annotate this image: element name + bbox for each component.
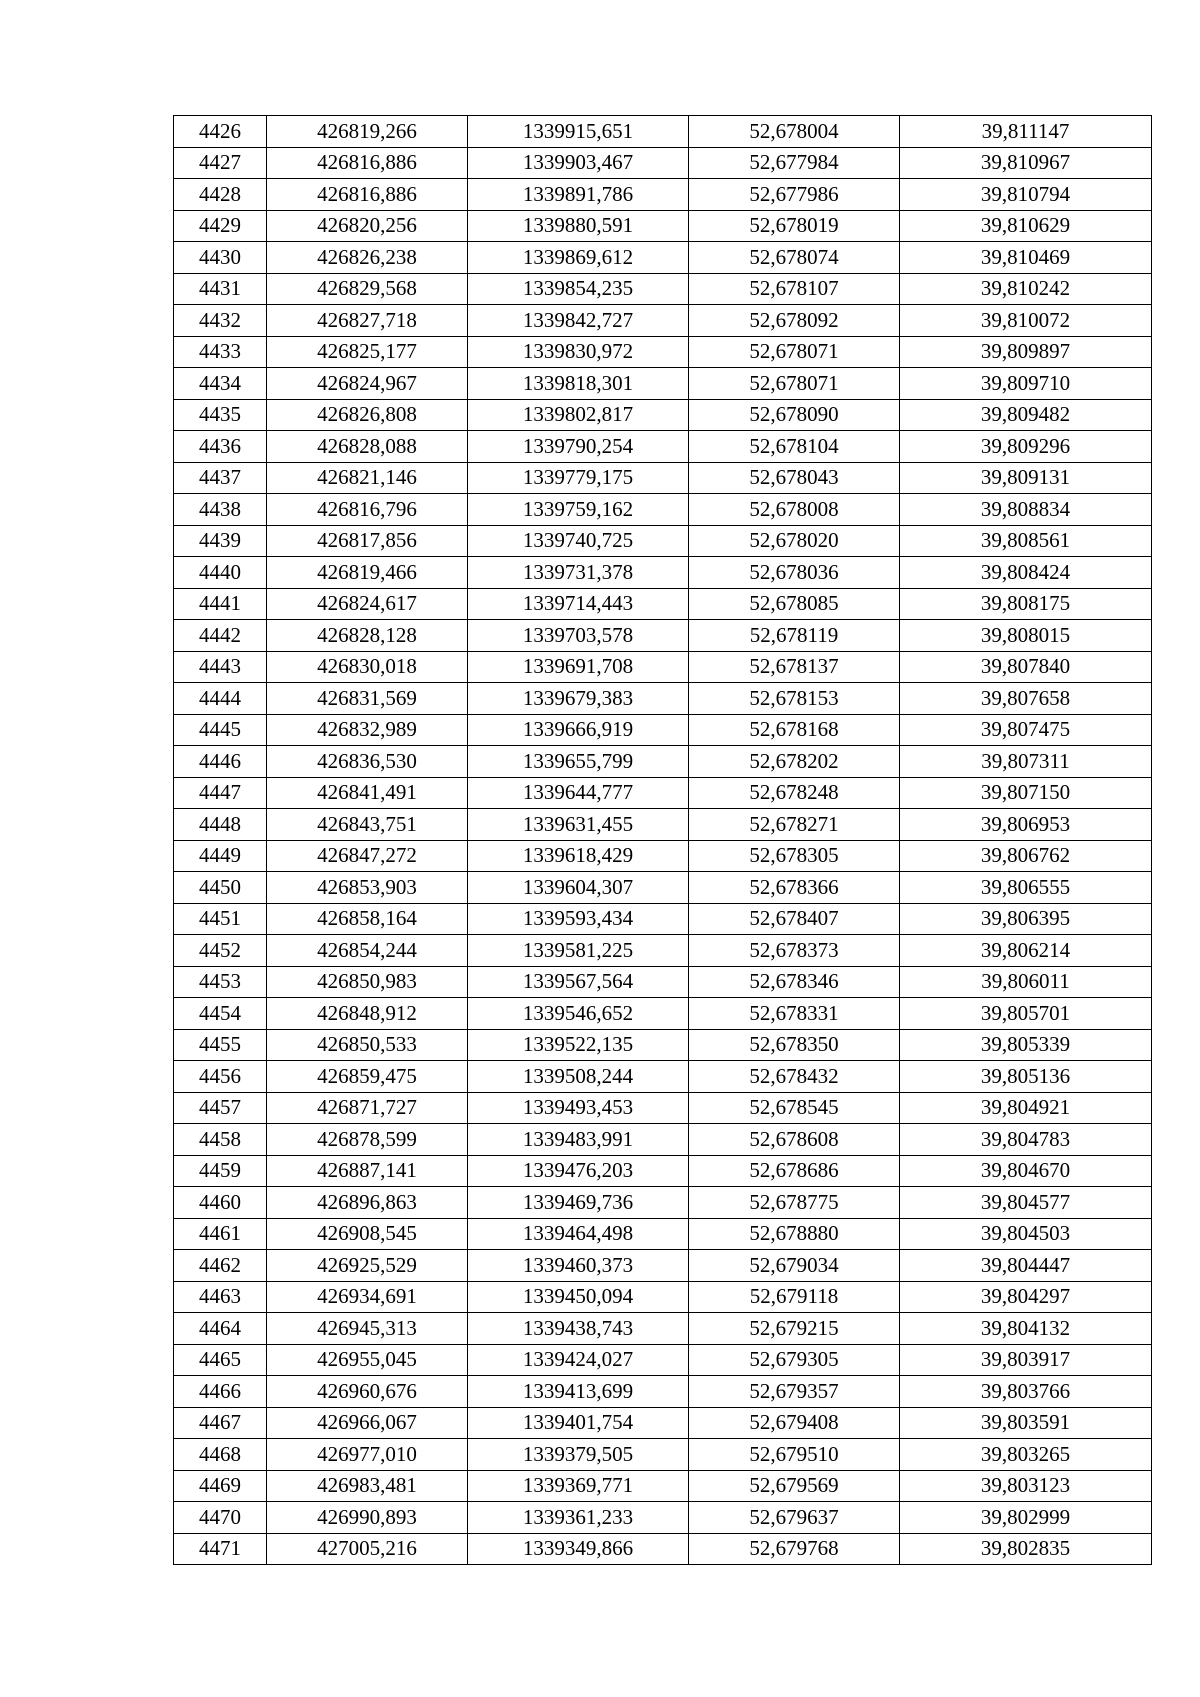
x-coordinate-cell: 426825,177	[267, 336, 468, 368]
table-row	[174, 1124, 1152, 1156]
x-coordinate-cell: 426826,238	[267, 242, 468, 274]
point-number-cell: 4450	[174, 872, 267, 904]
point-number-cell: 4429	[174, 210, 267, 242]
table-row	[174, 1439, 1152, 1471]
y-coordinate-cell: 1339655,799	[468, 746, 689, 778]
point-number-cell: 4458	[174, 1124, 267, 1156]
point-number-cell: 4460	[174, 1187, 267, 1219]
table-row	[174, 242, 1152, 274]
x-coordinate-cell: 426871,727	[267, 1092, 468, 1124]
longitude-cell: 39,805339	[900, 1029, 1152, 1061]
longitude-cell: 39,810242	[900, 273, 1152, 305]
longitude-cell: 39,804921	[900, 1092, 1152, 1124]
x-coordinate-cell: 426955,045	[267, 1344, 468, 1376]
y-coordinate-cell: 1339476,203	[468, 1155, 689, 1187]
latitude-cell: 52,678071	[689, 368, 900, 400]
table-row	[174, 1092, 1152, 1124]
y-coordinate-cell: 1339508,244	[468, 1061, 689, 1093]
x-coordinate-cell: 426816,796	[267, 494, 468, 526]
table-row	[174, 651, 1152, 683]
table-row	[174, 872, 1152, 904]
point-number-cell: 4452	[174, 935, 267, 967]
longitude-cell: 39,804297	[900, 1281, 1152, 1313]
point-number-cell: 4466	[174, 1376, 267, 1408]
coordinates-table-body	[174, 116, 1152, 1565]
x-coordinate-cell: 426887,141	[267, 1155, 468, 1187]
x-coordinate-cell: 426878,599	[267, 1124, 468, 1156]
x-coordinate-cell: 426821,146	[267, 462, 468, 494]
y-coordinate-cell: 1339401,754	[468, 1407, 689, 1439]
y-coordinate-cell: 1339891,786	[468, 179, 689, 211]
longitude-cell: 39,810072	[900, 305, 1152, 337]
table-row	[174, 1407, 1152, 1439]
point-number-cell: 4443	[174, 651, 267, 683]
longitude-cell: 39,808175	[900, 588, 1152, 620]
table-row	[174, 746, 1152, 778]
table-row	[174, 1344, 1152, 1376]
point-number-cell: 4440	[174, 557, 267, 589]
longitude-cell: 39,806011	[900, 966, 1152, 998]
longitude-cell: 39,807840	[900, 651, 1152, 683]
x-coordinate-cell: 426896,863	[267, 1187, 468, 1219]
longitude-cell: 39,802835	[900, 1533, 1152, 1565]
table-row	[174, 431, 1152, 463]
table-row	[174, 1376, 1152, 1408]
table-row	[174, 1061, 1152, 1093]
longitude-cell: 39,809131	[900, 462, 1152, 494]
table-row	[174, 588, 1152, 620]
x-coordinate-cell: 426827,718	[267, 305, 468, 337]
point-number-cell: 4455	[174, 1029, 267, 1061]
latitude-cell: 52,678004	[689, 116, 900, 148]
table-row	[174, 1502, 1152, 1534]
x-coordinate-cell: 426828,088	[267, 431, 468, 463]
point-number-cell: 4428	[174, 179, 267, 211]
latitude-cell: 52,678071	[689, 336, 900, 368]
latitude-cell: 52,678248	[689, 777, 900, 809]
y-coordinate-cell: 1339714,443	[468, 588, 689, 620]
x-coordinate-cell: 426830,018	[267, 651, 468, 683]
y-coordinate-cell: 1339869,612	[468, 242, 689, 274]
latitude-cell: 52,679305	[689, 1344, 900, 1376]
latitude-cell: 52,678305	[689, 840, 900, 872]
y-coordinate-cell: 1339880,591	[468, 210, 689, 242]
table-row	[174, 998, 1152, 1030]
y-coordinate-cell: 1339915,651	[468, 116, 689, 148]
latitude-cell: 52,678373	[689, 935, 900, 967]
point-number-cell: 4470	[174, 1502, 267, 1534]
x-coordinate-cell: 426847,272	[267, 840, 468, 872]
point-number-cell: 4454	[174, 998, 267, 1030]
longitude-cell: 39,809482	[900, 399, 1152, 431]
longitude-cell: 39,808834	[900, 494, 1152, 526]
y-coordinate-cell: 1339483,991	[468, 1124, 689, 1156]
point-number-cell: 4436	[174, 431, 267, 463]
table-row	[174, 1029, 1152, 1061]
y-coordinate-cell: 1339802,817	[468, 399, 689, 431]
latitude-cell: 52,679637	[689, 1502, 900, 1534]
latitude-cell: 52,677986	[689, 179, 900, 211]
latitude-cell: 52,678775	[689, 1187, 900, 1219]
x-coordinate-cell: 426859,475	[267, 1061, 468, 1093]
y-coordinate-cell: 1339413,699	[468, 1376, 689, 1408]
longitude-cell: 39,810967	[900, 147, 1152, 179]
table-row	[174, 620, 1152, 652]
table-row	[174, 1218, 1152, 1250]
table-row	[174, 305, 1152, 337]
latitude-cell: 52,678545	[689, 1092, 900, 1124]
latitude-cell: 52,679408	[689, 1407, 900, 1439]
x-coordinate-cell: 426831,569	[267, 683, 468, 715]
latitude-cell: 52,678366	[689, 872, 900, 904]
point-number-cell: 4435	[174, 399, 267, 431]
x-coordinate-cell: 426848,912	[267, 998, 468, 1030]
y-coordinate-cell: 1339349,866	[468, 1533, 689, 1565]
longitude-cell: 39,809710	[900, 368, 1152, 400]
longitude-cell: 39,809897	[900, 336, 1152, 368]
x-coordinate-cell: 426966,067	[267, 1407, 468, 1439]
y-coordinate-cell: 1339546,652	[468, 998, 689, 1030]
longitude-cell: 39,803123	[900, 1470, 1152, 1502]
latitude-cell: 52,678074	[689, 242, 900, 274]
y-coordinate-cell: 1339438,743	[468, 1313, 689, 1345]
latitude-cell: 52,678608	[689, 1124, 900, 1156]
point-number-cell: 4434	[174, 368, 267, 400]
y-coordinate-cell: 1339703,578	[468, 620, 689, 652]
latitude-cell: 52,679569	[689, 1470, 900, 1502]
longitude-cell: 39,810629	[900, 210, 1152, 242]
longitude-cell: 39,807658	[900, 683, 1152, 715]
latitude-cell: 52,679215	[689, 1313, 900, 1345]
point-number-cell: 4427	[174, 147, 267, 179]
point-number-cell: 4449	[174, 840, 267, 872]
table-row	[174, 1250, 1152, 1282]
x-coordinate-cell: 426990,893	[267, 1502, 468, 1534]
y-coordinate-cell: 1339593,434	[468, 903, 689, 935]
table-row	[174, 777, 1152, 809]
point-number-cell: 4471	[174, 1533, 267, 1565]
latitude-cell: 52,678008	[689, 494, 900, 526]
table-row	[174, 147, 1152, 179]
y-coordinate-cell: 1339830,972	[468, 336, 689, 368]
point-number-cell: 4441	[174, 588, 267, 620]
x-coordinate-cell: 426945,313	[267, 1313, 468, 1345]
longitude-cell: 39,811147	[900, 116, 1152, 148]
point-number-cell: 4463	[174, 1281, 267, 1313]
y-coordinate-cell: 1339464,498	[468, 1218, 689, 1250]
table-row	[174, 840, 1152, 872]
y-coordinate-cell: 1339424,027	[468, 1344, 689, 1376]
point-number-cell: 4462	[174, 1250, 267, 1282]
y-coordinate-cell: 1339903,467	[468, 147, 689, 179]
longitude-cell: 39,806953	[900, 809, 1152, 841]
point-number-cell: 4448	[174, 809, 267, 841]
latitude-cell: 52,678432	[689, 1061, 900, 1093]
latitude-cell: 52,678350	[689, 1029, 900, 1061]
y-coordinate-cell: 1339679,383	[468, 683, 689, 715]
point-number-cell: 4426	[174, 116, 267, 148]
x-coordinate-cell: 426832,989	[267, 714, 468, 746]
y-coordinate-cell: 1339691,708	[468, 651, 689, 683]
x-coordinate-cell: 426841,491	[267, 777, 468, 809]
latitude-cell: 52,679357	[689, 1376, 900, 1408]
y-coordinate-cell: 1339759,162	[468, 494, 689, 526]
longitude-cell: 39,808015	[900, 620, 1152, 652]
point-number-cell: 4433	[174, 336, 267, 368]
longitude-cell: 39,806395	[900, 903, 1152, 935]
x-coordinate-cell: 426819,266	[267, 116, 468, 148]
longitude-cell: 39,806214	[900, 935, 1152, 967]
table-row	[174, 809, 1152, 841]
table-row	[174, 1187, 1152, 1219]
longitude-cell: 39,804447	[900, 1250, 1152, 1282]
y-coordinate-cell: 1339790,254	[468, 431, 689, 463]
coordinates-table	[173, 115, 1152, 1565]
table-row	[174, 1155, 1152, 1187]
x-coordinate-cell: 426858,164	[267, 903, 468, 935]
point-number-cell: 4464	[174, 1313, 267, 1345]
latitude-cell: 52,678043	[689, 462, 900, 494]
point-number-cell: 4467	[174, 1407, 267, 1439]
table-row	[174, 966, 1152, 998]
latitude-cell: 52,679118	[689, 1281, 900, 1313]
latitude-cell: 52,678407	[689, 903, 900, 935]
y-coordinate-cell: 1339450,094	[468, 1281, 689, 1313]
y-coordinate-cell: 1339818,301	[468, 368, 689, 400]
latitude-cell: 52,678686	[689, 1155, 900, 1187]
latitude-cell: 52,678107	[689, 273, 900, 305]
table-row	[174, 1533, 1152, 1565]
latitude-cell: 52,678019	[689, 210, 900, 242]
y-coordinate-cell: 1339567,564	[468, 966, 689, 998]
table-row	[174, 1281, 1152, 1313]
table-row	[174, 210, 1152, 242]
point-number-cell: 4445	[174, 714, 267, 746]
x-coordinate-cell: 426960,676	[267, 1376, 468, 1408]
point-number-cell: 4438	[174, 494, 267, 526]
longitude-cell: 39,806555	[900, 872, 1152, 904]
x-coordinate-cell: 426854,244	[267, 935, 468, 967]
x-coordinate-cell: 426983,481	[267, 1470, 468, 1502]
latitude-cell: 52,678137	[689, 651, 900, 683]
x-coordinate-cell: 426819,466	[267, 557, 468, 589]
x-coordinate-cell: 426836,530	[267, 746, 468, 778]
table-row	[174, 1470, 1152, 1502]
x-coordinate-cell: 426816,886	[267, 179, 468, 211]
table-row	[174, 462, 1152, 494]
longitude-cell: 39,804783	[900, 1124, 1152, 1156]
x-coordinate-cell: 426829,568	[267, 273, 468, 305]
latitude-cell: 52,678346	[689, 966, 900, 998]
longitude-cell: 39,804670	[900, 1155, 1152, 1187]
table-row	[174, 903, 1152, 935]
point-number-cell: 4468	[174, 1439, 267, 1471]
point-number-cell: 4431	[174, 273, 267, 305]
point-number-cell: 4453	[174, 966, 267, 998]
longitude-cell: 39,803917	[900, 1344, 1152, 1376]
latitude-cell: 52,678331	[689, 998, 900, 1030]
point-number-cell: 4446	[174, 746, 267, 778]
table-row	[174, 525, 1152, 557]
longitude-cell: 39,805136	[900, 1061, 1152, 1093]
table-row	[174, 683, 1152, 715]
x-coordinate-cell: 426850,983	[267, 966, 468, 998]
longitude-cell: 39,803766	[900, 1376, 1152, 1408]
point-number-cell: 4459	[174, 1155, 267, 1187]
table-row	[174, 179, 1152, 211]
latitude-cell: 52,678271	[689, 809, 900, 841]
x-coordinate-cell: 427005,216	[267, 1533, 468, 1565]
latitude-cell: 52,677984	[689, 147, 900, 179]
point-number-cell: 4469	[174, 1470, 267, 1502]
x-coordinate-cell: 426850,533	[267, 1029, 468, 1061]
x-coordinate-cell: 426817,856	[267, 525, 468, 557]
table-row	[174, 1313, 1152, 1345]
point-number-cell: 4456	[174, 1061, 267, 1093]
x-coordinate-cell: 426820,256	[267, 210, 468, 242]
latitude-cell: 52,678119	[689, 620, 900, 652]
x-coordinate-cell: 426853,903	[267, 872, 468, 904]
y-coordinate-cell: 1339522,135	[468, 1029, 689, 1061]
x-coordinate-cell: 426816,886	[267, 147, 468, 179]
longitude-cell: 39,807150	[900, 777, 1152, 809]
x-coordinate-cell: 426977,010	[267, 1439, 468, 1471]
point-number-cell: 4437	[174, 462, 267, 494]
x-coordinate-cell: 426908,545	[267, 1218, 468, 1250]
longitude-cell: 39,807475	[900, 714, 1152, 746]
x-coordinate-cell: 426934,691	[267, 1281, 468, 1313]
point-number-cell: 4444	[174, 683, 267, 715]
latitude-cell: 52,678090	[689, 399, 900, 431]
y-coordinate-cell: 1339493,453	[468, 1092, 689, 1124]
y-coordinate-cell: 1339581,225	[468, 935, 689, 967]
latitude-cell: 52,679034	[689, 1250, 900, 1282]
x-coordinate-cell: 426824,967	[267, 368, 468, 400]
longitude-cell: 39,810794	[900, 179, 1152, 211]
point-number-cell: 4451	[174, 903, 267, 935]
point-number-cell: 4442	[174, 620, 267, 652]
x-coordinate-cell: 426824,617	[267, 588, 468, 620]
table-row	[174, 494, 1152, 526]
latitude-cell: 52,678085	[689, 588, 900, 620]
longitude-cell: 39,803265	[900, 1439, 1152, 1471]
x-coordinate-cell: 426843,751	[267, 809, 468, 841]
y-coordinate-cell: 1339740,725	[468, 525, 689, 557]
longitude-cell: 39,809296	[900, 431, 1152, 463]
point-number-cell: 4465	[174, 1344, 267, 1376]
point-number-cell: 4461	[174, 1218, 267, 1250]
y-coordinate-cell: 1339854,235	[468, 273, 689, 305]
longitude-cell: 39,804132	[900, 1313, 1152, 1345]
longitude-cell: 39,806762	[900, 840, 1152, 872]
point-number-cell: 4457	[174, 1092, 267, 1124]
y-coordinate-cell: 1339644,777	[468, 777, 689, 809]
latitude-cell: 52,678036	[689, 557, 900, 589]
longitude-cell: 39,802999	[900, 1502, 1152, 1534]
latitude-cell: 52,678104	[689, 431, 900, 463]
table-row	[174, 273, 1152, 305]
latitude-cell: 52,678202	[689, 746, 900, 778]
y-coordinate-cell: 1339460,373	[468, 1250, 689, 1282]
latitude-cell: 52,678153	[689, 683, 900, 715]
y-coordinate-cell: 1339666,919	[468, 714, 689, 746]
longitude-cell: 39,808424	[900, 557, 1152, 589]
longitude-cell: 39,807311	[900, 746, 1152, 778]
y-coordinate-cell: 1339731,378	[468, 557, 689, 589]
point-number-cell: 4447	[174, 777, 267, 809]
point-number-cell: 4432	[174, 305, 267, 337]
longitude-cell: 39,804577	[900, 1187, 1152, 1219]
y-coordinate-cell: 1339618,429	[468, 840, 689, 872]
latitude-cell: 52,679768	[689, 1533, 900, 1565]
x-coordinate-cell: 426925,529	[267, 1250, 468, 1282]
x-coordinate-cell: 426826,808	[267, 399, 468, 431]
longitude-cell: 39,808561	[900, 525, 1152, 557]
table-row	[174, 557, 1152, 589]
x-coordinate-cell: 426828,128	[267, 620, 468, 652]
table-row	[174, 714, 1152, 746]
longitude-cell: 39,805701	[900, 998, 1152, 1030]
y-coordinate-cell: 1339361,233	[468, 1502, 689, 1534]
y-coordinate-cell: 1339369,771	[468, 1470, 689, 1502]
point-number-cell: 4439	[174, 525, 267, 557]
point-number-cell: 4430	[174, 242, 267, 274]
y-coordinate-cell: 1339779,175	[468, 462, 689, 494]
longitude-cell: 39,803591	[900, 1407, 1152, 1439]
longitude-cell: 39,810469	[900, 242, 1152, 274]
y-coordinate-cell: 1339469,736	[468, 1187, 689, 1219]
latitude-cell: 52,678020	[689, 525, 900, 557]
y-coordinate-cell: 1339631,455	[468, 809, 689, 841]
y-coordinate-cell: 1339842,727	[468, 305, 689, 337]
table-row	[174, 336, 1152, 368]
latitude-cell: 52,679510	[689, 1439, 900, 1471]
y-coordinate-cell: 1339379,505	[468, 1439, 689, 1471]
table-row	[174, 368, 1152, 400]
longitude-cell: 39,804503	[900, 1218, 1152, 1250]
latitude-cell: 52,678880	[689, 1218, 900, 1250]
latitude-cell: 52,678168	[689, 714, 900, 746]
table-row	[174, 935, 1152, 967]
latitude-cell: 52,678092	[689, 305, 900, 337]
y-coordinate-cell: 1339604,307	[468, 872, 689, 904]
table-row	[174, 399, 1152, 431]
table-row	[174, 116, 1152, 148]
